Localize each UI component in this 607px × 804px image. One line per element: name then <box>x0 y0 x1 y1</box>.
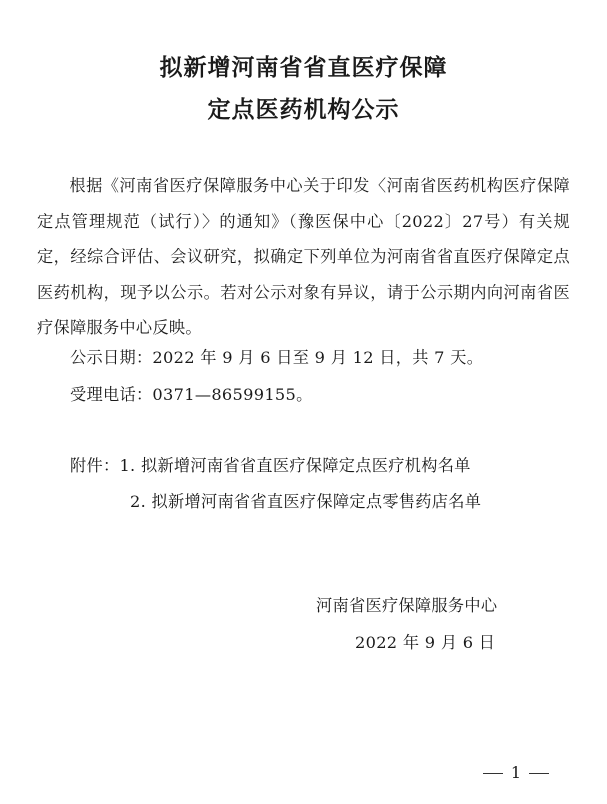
notice-period: 公示日期：2022 年 9 月 6 日至 9 月 12 日，共 7 天。 <box>70 348 484 367</box>
signature-organization: 河南省医疗保障服务中心 <box>316 596 498 615</box>
attachment-item-1: 附件：1. 拟新增河南省省直医疗保障定点医疗机构名单 <box>70 456 471 475</box>
main-paragraph: 根据《河南省医疗保障服务中心关于印发〈河南省医药机构医疗保障定点管理规范（试行）〉的通知》（豫医保中心〔2022〕27号）有关规定，经综合评估、会议研究，拟确定下列单位为河南省省直医疗保障定点医药机构，现予以公示。若对公示对象有异议，请于公示期内向河南省医疗保障服务中心反映。 <box>37 176 570 338</box>
page-number-footer <box>483 763 549 783</box>
contact-phone: 受理电话：0371—86599155。 <box>70 385 313 404</box>
signature-date: 2022 年 9 月 6 日 <box>355 633 496 652</box>
document-title-line-1: 拟新增河南省省直医疗保障 <box>159 55 448 81</box>
main-paragraph-container <box>37 168 570 346</box>
page-number: 1 <box>510 763 522 782</box>
document-title-line-2: 定点医药机构公示 <box>207 97 400 123</box>
attachment-item-2: 2. 拟新增河南省省直医疗保障定点零售药店名单 <box>130 492 482 511</box>
page-dash-left <box>483 773 503 774</box>
page-dash-right <box>529 773 549 774</box>
